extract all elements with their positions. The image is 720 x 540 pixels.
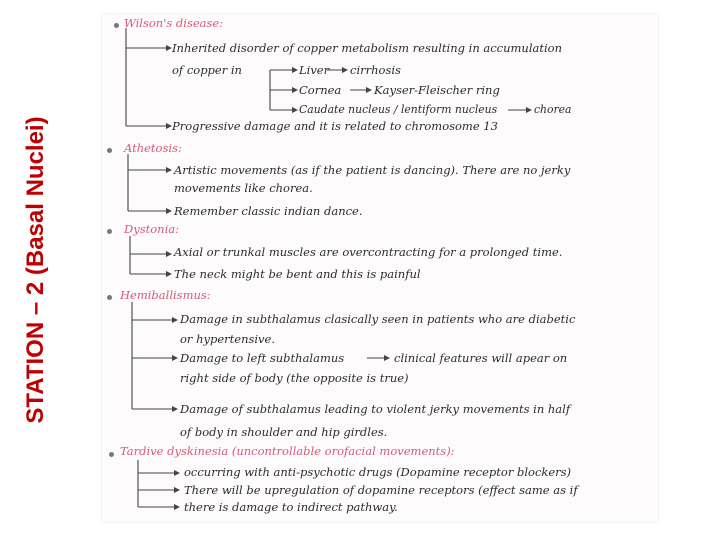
dystonia-line-2: The neck might be bent and this is painful: [174, 267, 421, 281]
hemiballismus-line-1: Damage in subthalamus clasically seen in patients who are diabetic: [180, 312, 576, 326]
wilson-line-2: of copper in: [172, 63, 242, 77]
hemiballismus-line-2: or hypertensive.: [180, 332, 276, 346]
wilson-line-1: Inherited disorder of copper metabolism resulting in accumulation: [172, 41, 563, 55]
tardive-heading: Tardive dyskinesia (uncontrollable orofacial movements):: [120, 444, 455, 458]
bullet-dot: [107, 295, 112, 300]
dystonia-line-1: Axial or trunkal muscles are overcontracting for a prolonged time.: [174, 245, 563, 259]
bullet-dot: [107, 148, 112, 153]
station-title: STATION – 2 (Basal Nuclei): [22, 116, 49, 424]
athetosis-heading: Athetosis:: [124, 141, 182, 155]
bullet-dot: [107, 229, 112, 234]
athetosis-line-1: Artistic movements (as if the patient is dancing). There are no jerky: [174, 163, 571, 177]
athetosis-line-2: movements like chorea.: [174, 181, 313, 195]
hemiballismus-line-5: Damage of subthalamus leading to violent jerky movements in half: [180, 402, 571, 416]
wilson-kf-ring: Kayser-Fleischer ring: [374, 83, 500, 97]
bullet-dot: [109, 452, 114, 457]
wilson-heading: Wilson's disease:: [124, 16, 224, 30]
hemiballismus-heading: Hemiballismus:: [120, 288, 211, 302]
side-title-band: [0, 0, 60, 540]
wilson-line-3: Progressive damage and it is related to chromosome 13: [172, 119, 498, 133]
wilson-caudate: Caudate nucleus / lentiform nucleus: [299, 103, 498, 116]
wilson-cornea: Cornea: [299, 83, 342, 97]
handwritten-notes-page: [102, 14, 658, 522]
athetosis-line-3: Remember classic indian dance.: [174, 204, 363, 218]
hemiballismus-line-6: of body in shoulder and hip girdles.: [180, 425, 388, 439]
tardive-line-2: There will be upregulation of dopamine receptors (effect same as if: [184, 483, 578, 497]
wilson-cirrhosis: cirrhosis: [350, 63, 401, 77]
hemiballismus-line-3b: clinical features will apear on: [394, 351, 568, 365]
tardive-line-3: there is damage to indirect pathway.: [184, 500, 398, 514]
tardive-line-1: occurring with anti-psychotic drugs (Dopamine receptor blockers): [184, 465, 572, 479]
hemiballismus-line-4: right side of body (the opposite is true): [180, 371, 409, 385]
bullet-dot: [114, 23, 119, 28]
dystonia-heading: Dystonia:: [124, 222, 179, 236]
hemiballismus-line-3: Damage to left subthalamus: [180, 351, 345, 365]
wilson-liver: Liver: [299, 63, 330, 77]
wilson-chorea: chorea: [534, 103, 572, 116]
